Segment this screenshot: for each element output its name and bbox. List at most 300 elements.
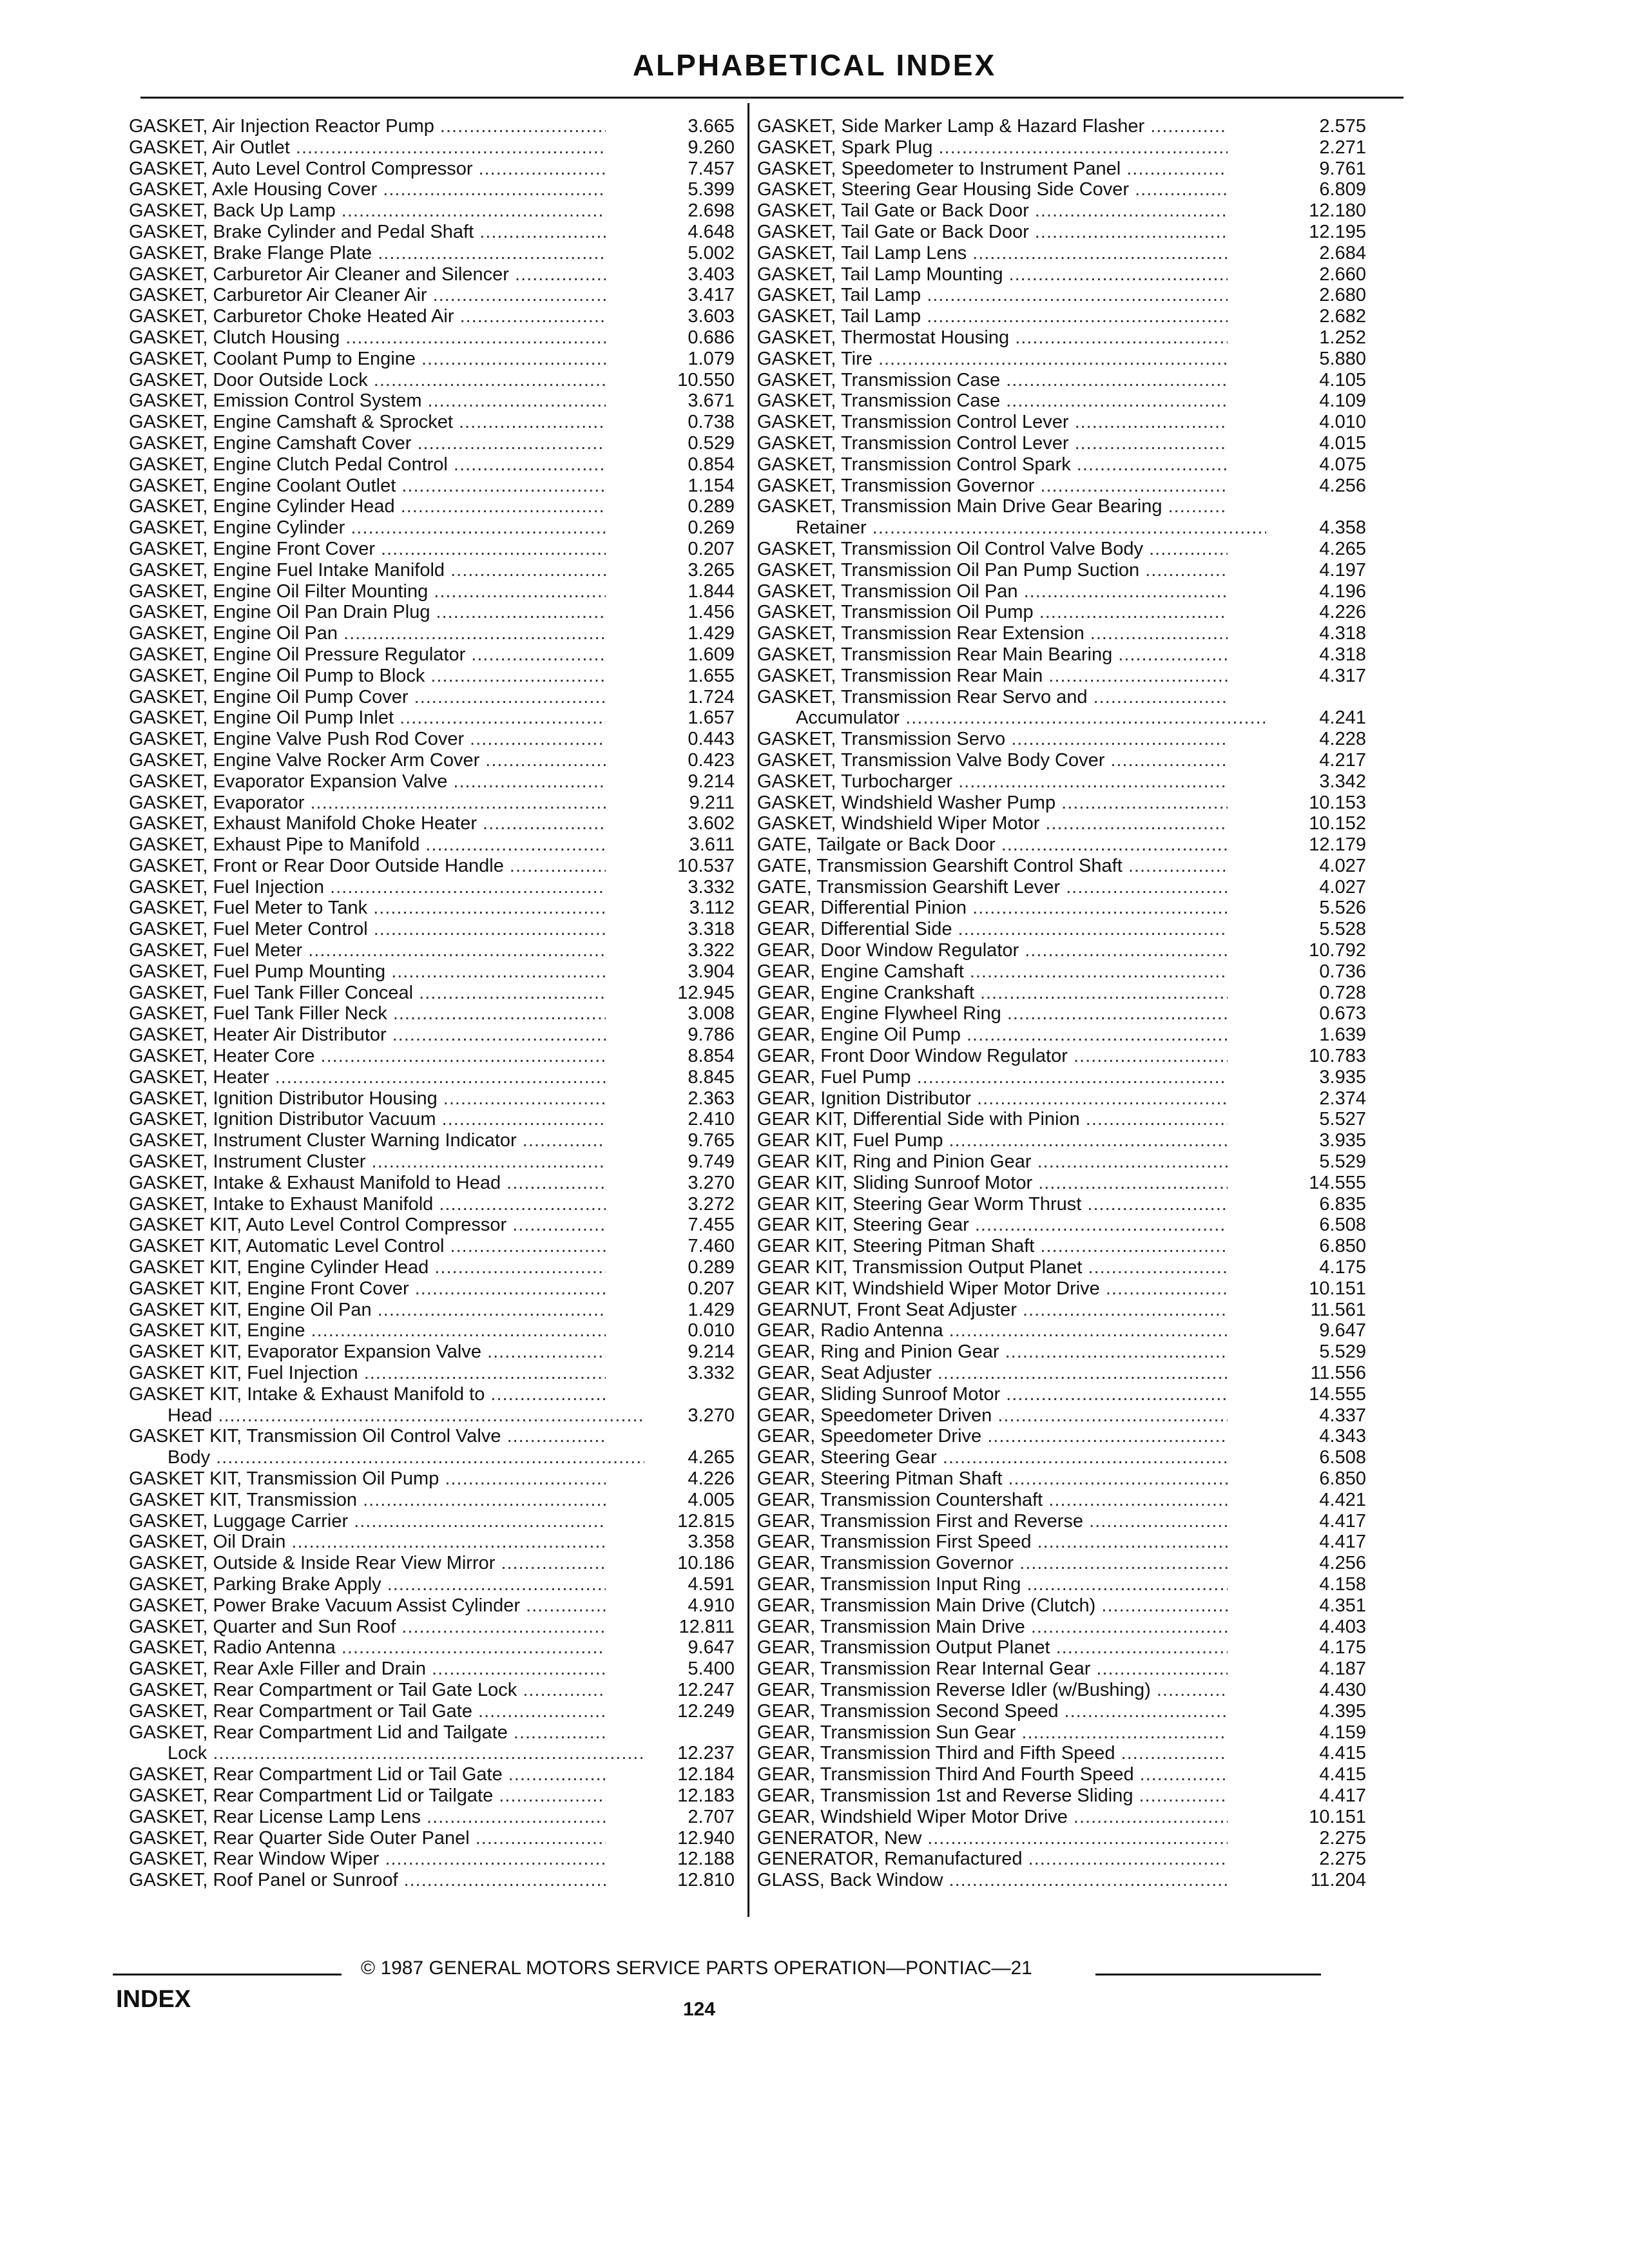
index-entry-text: GASKET, Air Injection Reactor Pump .....: [129, 116, 606, 137]
index-entry-page: 5.526: [1319, 898, 1366, 919]
index-entry-text: GASKET, Rear Axle Filler and Drain .....: [129, 1658, 606, 1680]
index-entry: [757, 476, 1366, 497]
index-entry: [757, 159, 1366, 180]
index-entry-page: 9.260: [688, 137, 735, 158]
index-entry: [757, 179, 1366, 200]
index-entry-text: GASKET, Fuel Pump Mounting .....: [129, 961, 606, 983]
index-entry-page: 9.214: [688, 1341, 735, 1363]
index-entry-text: GEAR, Transmission First Speed .....: [757, 1532, 1228, 1553]
index-entry-page: 4.226: [1319, 602, 1366, 623]
index-entry-page: 2.684: [1319, 242, 1366, 264]
index-entry-text: GEAR, Transmission Main Drive .....: [757, 1617, 1228, 1638]
index-entry-page: 3.935: [1319, 1066, 1366, 1088]
index-entry-text: GEAR, Transmission Output Planet .....: [757, 1637, 1228, 1658]
index-entry-text: GASKET, Steering Gear Housing Side Cover .....: [757, 179, 1228, 200]
index-entry-text: GASKET, Luggage Carrier .....: [129, 1511, 606, 1532]
index-entry-page: 9.211: [689, 792, 735, 813]
index-entry: [757, 1173, 1366, 1194]
index-entry: [757, 813, 1366, 834]
index-entry-page: 3.272: [688, 1193, 735, 1215]
index-entry: [129, 137, 735, 159]
index-entry-page: 0.269: [688, 517, 735, 539]
index-entry-text: GEAR, Steering Pitman Shaft .....: [757, 1468, 1228, 1490]
index-entry-page: 3.904: [688, 961, 735, 982]
index-entry-text: GASKET, Engine Front Cover .....: [129, 539, 606, 560]
index-entry: [129, 1341, 735, 1363]
index-entry-page: 0.854: [688, 454, 735, 475]
index-entry-page: 9.214: [688, 771, 735, 792]
index-entry: [129, 602, 735, 623]
index-entry: [757, 1320, 1366, 1341]
index-entry: [757, 1637, 1366, 1658]
index-entry: [129, 856, 735, 877]
index-entry-page: 4.105: [1319, 369, 1366, 390]
index-entry-page: 2.363: [688, 1088, 735, 1109]
index-entry: [129, 476, 735, 497]
index-entry-text: GASKET KIT, Fuel Injection .....: [129, 1363, 606, 1384]
index-entry-text: GEAR, Speedometer Driven .....: [757, 1405, 1228, 1427]
index-entry: [129, 1151, 735, 1173]
index-entry-text: GEAR, Engine Flywheel Ring .....: [757, 1003, 1228, 1024]
index-entry: [757, 1151, 1366, 1173]
index-entry: [129, 1109, 735, 1130]
index-entry-page: 2.275: [1319, 1849, 1366, 1870]
index-entry-text: GEAR, Fuel Pump .....: [757, 1067, 1228, 1088]
index-entry-page: 4.591: [688, 1573, 735, 1595]
index-entry: [129, 623, 735, 644]
index-entry-page: 3.417: [688, 285, 735, 306]
index-entry-page: 12.195: [1309, 221, 1366, 242]
index-entry: [757, 1553, 1366, 1574]
index-entry-text: GEAR KIT, Steering Gear Worm Thrust .....: [757, 1194, 1228, 1215]
index-entry-page: 1.456: [688, 602, 735, 623]
index-entry: [757, 1003, 1366, 1024]
index-entry: [129, 1870, 735, 1891]
index-entry: [129, 1363, 735, 1384]
index-entry-text: GENERATOR, Remanufactured .....: [757, 1849, 1228, 1870]
index-entry-page: 9.647: [1319, 1320, 1366, 1341]
index-entry-page: 4.337: [1319, 1405, 1366, 1426]
index-entry-text: GASKET, Tail Lamp Lens .....: [757, 243, 1228, 264]
index-entry-page: 4.175: [1319, 1257, 1366, 1278]
index-entry-page: 3.602: [688, 813, 735, 834]
index-entry-page: 4.187: [1319, 1658, 1366, 1680]
index-entry-page: 0.207: [688, 538, 735, 559]
index-entry-text: GEAR KIT, Fuel Pump .....: [757, 1130, 1228, 1151]
index-entry-page: 4.075: [1319, 454, 1366, 475]
index-entry-text: GASKET, Engine Camshaft Cover .....: [129, 433, 606, 454]
index-entry: [129, 539, 735, 560]
index-entry-page: 2.410: [688, 1109, 735, 1130]
index-entry: [129, 898, 735, 919]
index-entry-page: 2.707: [688, 1806, 735, 1827]
index-entry-page: 4.175: [1319, 1637, 1366, 1658]
index-entry-text: GASKET, Engine Valve Push Rod Cover .....: [129, 729, 606, 750]
index-entry: [129, 707, 735, 729]
index-entry-page: 2.275: [1319, 1827, 1366, 1849]
index-entry-text: GASKET, Rear Compartment or Tail Gate .....: [129, 1701, 606, 1722]
index-entry-page: 1.429: [688, 623, 735, 644]
index-entry-text: GASKET, Axle Housing Cover .....: [129, 179, 606, 200]
index-entry-page: 1.079: [688, 348, 735, 369]
index-entry-page: 4.228: [1319, 729, 1366, 750]
index-entry-page: 4.241: [1319, 707, 1366, 729]
index-entry: [129, 1173, 735, 1194]
index-entry-page: 1.724: [688, 686, 735, 707]
index-entry-text: GASKET, Quarter and Sun Roof .....: [129, 1617, 606, 1638]
index-entry-page: 3.265: [688, 559, 735, 581]
index-entry: [757, 1426, 1366, 1447]
index-entry: [757, 1130, 1366, 1151]
index-entry: [129, 243, 735, 264]
index-entry: [757, 1447, 1366, 1468]
index-entry-text: GASKET, Rear Quarter Side Outer Panel .....: [129, 1828, 606, 1849]
index-entry-text: GASKET, Instrument Cluster Warning Indicator .....: [129, 1130, 606, 1151]
index-entry: [757, 1617, 1366, 1638]
index-entry-page: 6.835: [1319, 1193, 1366, 1215]
index-entry: [129, 771, 735, 793]
index-entry-text: GLASS, Back Window .....: [757, 1870, 1228, 1891]
index-entry-page: 4.403: [1319, 1616, 1366, 1637]
index-entry-page: 10.537: [677, 855, 735, 876]
index-entry-page: 5.399: [688, 179, 735, 200]
index-entry: [757, 1300, 1366, 1321]
index-entry: [757, 623, 1366, 644]
index-entry: [757, 539, 1366, 560]
index-entry: [129, 1490, 735, 1511]
index-entry-text: GASKET, Rear Compartment Lid and Tailgate .....: [129, 1722, 606, 1744]
index-entry: [757, 327, 1366, 349]
index-entry-text: GASKET, Side Marker Lamp & Hazard Flasher .....: [757, 116, 1228, 137]
index-entry-text: GASKET, Turbocharger .....: [757, 771, 1228, 793]
index-entry-page: 4.159: [1319, 1722, 1366, 1743]
index-entry: [129, 1595, 735, 1617]
index-entry: [129, 581, 735, 602]
index-entry-page: 10.153: [1309, 792, 1366, 813]
index-entry: [757, 1680, 1366, 1701]
index-entry: [129, 433, 735, 454]
index-entry: [129, 222, 735, 243]
index-entry-page: 4.417: [1319, 1785, 1366, 1806]
index-entry: [129, 1278, 735, 1300]
index-entry-page: 4.196: [1319, 581, 1366, 602]
index-entry-page: 4.318: [1319, 644, 1366, 665]
index-entry-page: 11.204: [1310, 1870, 1366, 1891]
index-entry-text: GASKET, Transmission Oil Control Valve Body .....: [757, 539, 1228, 560]
index-entry: [129, 1680, 735, 1701]
index-entry-page: 8.845: [688, 1066, 735, 1088]
index-entry-text: GASKET, Fuel Meter .....: [129, 940, 606, 961]
index-entry-page: 0.423: [688, 749, 735, 771]
index-entry-text: GEAR, Windshield Wiper Motor Drive .....: [757, 1807, 1228, 1828]
index-entry-text: GASKET, Engine Oil Pump to Block .....: [129, 666, 606, 687]
index-entry-text: GASKET, Carburetor Choke Heated Air .....: [129, 306, 606, 327]
index-entry-text: GASKET, Heater Air Distributor .....: [129, 1024, 606, 1046]
index-entry-page: 1.609: [688, 644, 735, 665]
index-entry: [757, 1278, 1366, 1300]
index-entry: [129, 412, 735, 433]
index-entry-page: 0.443: [688, 729, 735, 750]
index-entry: [757, 877, 1366, 898]
index-entry: [129, 1067, 735, 1088]
page-number: 124: [683, 1999, 716, 2020]
index-entry-page: 2.698: [688, 200, 735, 222]
index-entry-text: GASKET, Carburetor Air Cleaner Air .....: [129, 285, 606, 306]
index-entry: [129, 159, 735, 180]
index-entry-text: GASKET, Windshield Wiper Motor .....: [757, 813, 1228, 834]
index-entry: [757, 1595, 1366, 1617]
index-entry-text: GEAR, Transmission Main Drive (Clutch) .....: [757, 1595, 1228, 1617]
index-entry-text: GEAR KIT, Sliding Sunroof Motor .....: [757, 1173, 1228, 1194]
index-entry-text: GASKET, Transmission Rear Servo and .....: [757, 687, 1228, 708]
index-entry: [757, 940, 1366, 961]
index-entry: [757, 793, 1366, 814]
index-entry-text: GASKET, Exhaust Manifold Choke Heater .....: [129, 813, 606, 834]
index-entry-text: GASKET, Transmission Oil Pan Pump Suction .....: [757, 560, 1228, 581]
index-entry-text: GASKET, Tail Gate or Back Door .....: [757, 222, 1228, 243]
index-entry-text: GEAR, Sliding Sunroof Motor .....: [757, 1384, 1228, 1405]
index-entry-text: GENERATOR, New .....: [757, 1828, 1228, 1849]
index-entry: [757, 729, 1366, 750]
index-entry-text-continued: Body .....: [129, 1447, 644, 1468]
index-entry-text: GEAR KIT, Transmission Output Planet .....: [757, 1257, 1228, 1278]
index-entry-page: 1.655: [688, 665, 735, 686]
index-entry: [129, 1046, 735, 1067]
index-entry-page: 9.647: [688, 1637, 735, 1658]
index-entry: [757, 1468, 1366, 1490]
index-entry: [129, 1088, 735, 1110]
index-entry-page: 10.783: [1309, 1046, 1366, 1067]
index-entry-text: GASKET, Engine Cylinder Head .....: [129, 496, 606, 517]
index-entry: [757, 1532, 1366, 1553]
index-entry: [129, 560, 735, 581]
index-entry-page: 12.179: [1309, 834, 1366, 856]
index-entry-page: 12.815: [677, 1510, 735, 1532]
index-entry: [757, 454, 1366, 476]
index-entry-page: 1.844: [688, 581, 735, 602]
index-entry-text: GASKET, Heater Core .....: [129, 1046, 606, 1067]
index-entry: [129, 496, 735, 517]
index-entry-page: 1.429: [688, 1299, 735, 1320]
index-entry-page: 12.184: [677, 1764, 735, 1785]
index-entry: [129, 306, 735, 327]
index-entry-page: 12.940: [677, 1827, 735, 1849]
index-entry: [129, 813, 735, 834]
index-entry-page: 3.611: [689, 834, 735, 856]
index-entry-text: GASKET, Intake to Exhaust Manifold .....: [129, 1194, 606, 1215]
index-entry-text: GASKET, Rear Compartment Lid or Tailgate .....: [129, 1785, 606, 1807]
index-entry: [129, 1701, 735, 1722]
index-entry-page: 3.332: [688, 1363, 735, 1384]
index-entry-text: GASKET, Heater .....: [129, 1067, 606, 1088]
index-entry-text: GASKET, Transmission Governor .....: [757, 476, 1228, 497]
index-entry-page: 2.680: [1319, 285, 1366, 306]
index-entry: [129, 877, 735, 898]
index-entry-page: 3.935: [1319, 1130, 1366, 1151]
index-entry: [129, 961, 735, 983]
index-entry-page: 5.528: [1319, 919, 1366, 940]
index-entry-page: 0.207: [688, 1278, 735, 1299]
index-entry-text: GEAR, Differential Side .....: [757, 919, 1228, 940]
index-entry-text: GASKET, Door Outside Lock .....: [129, 370, 606, 391]
index-entry: [757, 687, 1366, 729]
footer-copyright: © 1987 GENERAL MOTORS SERVICE PARTS OPERATION—PONTIAC—21: [361, 1957, 1032, 1979]
index-entry-text: GASKET, Transmission Rear Extension .....: [757, 623, 1228, 644]
index-entry-page: 4.317: [1319, 665, 1366, 686]
index-entry-page: 4.395: [1319, 1700, 1366, 1722]
index-entry: [129, 1024, 735, 1046]
index-entry: [129, 1130, 735, 1151]
index-entry: [129, 179, 735, 200]
index-entry-page: 9.786: [688, 1024, 735, 1046]
index-entry-text-continued: Accumulator .....: [757, 707, 1266, 729]
index-entry-text: GASKET, Transmission Control Lever .....: [757, 412, 1228, 433]
index-entry-page: 0.289: [688, 496, 735, 517]
index-entry-text: GASKET KIT, Transmission Oil Control Valve .....: [129, 1426, 606, 1447]
index-entry-text-continued: Lock .....: [129, 1743, 644, 1764]
index-entry-text: GEAR KIT, Steering Gear .....: [757, 1215, 1228, 1236]
index-entry-text: GASKET, Air Outlet .....: [129, 137, 606, 159]
index-entry-text: GEAR, Transmission First and Reverse .....: [757, 1511, 1228, 1532]
index-entry-page: 3.270: [688, 1172, 735, 1193]
index-entry-text: GEAR, Steering Gear .....: [757, 1447, 1228, 1468]
index-entry-page: 8.854: [688, 1046, 735, 1067]
index-entry-text: GASKET, Evaporator .....: [129, 793, 606, 814]
index-entry-text: GASKET, Rear Compartment or Tail Gate Lock .....: [129, 1680, 606, 1701]
index-entry-page: 1.639: [1319, 1024, 1366, 1046]
index-entry: [129, 517, 735, 539]
index-entry-page: 5.529: [1319, 1151, 1366, 1173]
index-entry-text: GEAR, Transmission Reverse Idler (w/Bushing) .....: [757, 1680, 1228, 1701]
index-entry-text: GASKET, Front or Rear Door Outside Handle .....: [129, 856, 606, 877]
index-entry-text: GASKET, Coolant Pump to Engine .....: [129, 349, 606, 370]
index-entry-text: GEAR, Transmission Governor .....: [757, 1553, 1228, 1574]
index-entry-text: GASKET, Engine Fuel Intake Manifold .....: [129, 560, 606, 581]
index-entry-text: GASKET, Transmission Control Lever .....: [757, 433, 1228, 454]
index-entry-text: GASKET, Brake Flange Plate .....: [129, 243, 606, 264]
index-entry-text: GEAR, Engine Camshaft .....: [757, 961, 1228, 983]
index-entry-page: 0.010: [688, 1320, 735, 1341]
index-entry-text: GASKET, Oil Drain .....: [129, 1532, 606, 1553]
index-entry: [757, 433, 1366, 454]
index-entry: [757, 116, 1366, 137]
index-entry-text: GASKET, Engine Coolant Outlet .....: [129, 476, 606, 497]
index-entry: [757, 1215, 1366, 1236]
index-entry-page: 9.765: [688, 1130, 735, 1151]
index-entry-page: 3.358: [688, 1532, 735, 1553]
index-entry-text: GASKET, Exhaust Pipe to Manifold .....: [129, 834, 606, 856]
index-entry: [129, 750, 735, 771]
index-entry-page: 3.270: [688, 1405, 735, 1426]
index-entry-page: 12.247: [677, 1679, 735, 1700]
index-entry: [129, 200, 735, 222]
index-entry-text: GASKET, Engine Oil Pan .....: [129, 623, 606, 644]
index-entry-page: 14.555: [1309, 1383, 1366, 1405]
index-entry-text: GASKET, Engine Camshaft & Sprocket .....: [129, 412, 606, 433]
index-entry: [757, 200, 1366, 222]
index-entry: [757, 983, 1366, 1004]
index-entry: [757, 834, 1366, 856]
index-entry-page: 0.686: [688, 327, 735, 348]
index-entry-page: 0.738: [688, 412, 735, 433]
index-entry-page: 3.603: [688, 306, 735, 327]
index-entry-text: GASKET, Intake & Exhaust Manifold to Head .....: [129, 1173, 606, 1194]
index-entry: [757, 1870, 1366, 1891]
index-entry: [129, 1511, 735, 1532]
index-entry-text: GEAR KIT, Differential Side with Pinion .....: [757, 1109, 1228, 1130]
index-entry: [129, 1300, 735, 1321]
index-entry-page: 3.322: [688, 940, 735, 961]
index-entry-text: GASKET, Brake Cylinder and Pedal Shaft .....: [129, 222, 606, 243]
index-entry-page: 4.256: [1319, 475, 1366, 496]
index-entry-page: 5.400: [688, 1658, 735, 1680]
index-entry-text: GASKET, Transmission Servo .....: [757, 729, 1228, 750]
index-entry-page: 1.154: [688, 475, 735, 496]
index-entry: [129, 1426, 735, 1468]
index-entry-page: 4.226: [688, 1468, 735, 1489]
index-entry: [129, 940, 735, 961]
index-entry: [757, 137, 1366, 159]
index-entry: [757, 370, 1366, 391]
index-entry-text: GEAR, Differential Pinion .....: [757, 898, 1228, 919]
index-entry: [129, 264, 735, 285]
index-entry-text: GASKET, Engine Oil Filter Mounting .....: [129, 581, 606, 602]
index-entry-page: 4.158: [1319, 1573, 1366, 1595]
index-entry-page: 6.508: [1319, 1447, 1366, 1468]
index-entry: [129, 1617, 735, 1638]
index-entry-page: 0.289: [688, 1257, 735, 1278]
index-entry-text: GATE, Transmission Gearshift Lever .....: [757, 877, 1228, 898]
index-entry-page: 10.151: [1309, 1806, 1366, 1827]
index-entry-page: 9.761: [1319, 158, 1366, 179]
index-entry-page: 11.556: [1310, 1363, 1366, 1384]
index-entry: [757, 222, 1366, 243]
index-entry-text: GASKET, Transmission Control Spark .....: [757, 454, 1228, 476]
index-entry: [757, 1743, 1366, 1764]
column-divider: [747, 103, 749, 1917]
index-entry-text: GASKET KIT, Intake & Exhaust Manifold to .....: [129, 1384, 606, 1405]
index-entry: [129, 1807, 735, 1828]
index-entry: [757, 1109, 1366, 1130]
index-entry-text: GEAR, Engine Crankshaft .....: [757, 983, 1228, 1004]
index-entry-text: GASKET, Engine Valve Rocker Arm Cover .....: [129, 750, 606, 771]
index-entry: [757, 771, 1366, 793]
index-entry: [129, 390, 735, 412]
index-entry-text: GASKET KIT, Transmission Oil Pump .....: [129, 1468, 606, 1490]
index-entry-text: GASKET, Rear License Lamp Lens .....: [129, 1807, 606, 1828]
index-entry: [757, 1046, 1366, 1067]
index-entry-text: GASKET, Power Brake Vacuum Assist Cylinder .....: [129, 1595, 606, 1617]
index-entry-page: 5.880: [1319, 348, 1366, 369]
index-entry-text: GEAR, Ring and Pinion Gear .....: [757, 1341, 1228, 1363]
index-entry-text: GASKET, Parking Brake Apply .....: [129, 1574, 606, 1595]
index-entry: [129, 1828, 735, 1849]
index-entry-page: 3.665: [688, 116, 735, 137]
index-entry-page: 4.358: [1319, 517, 1366, 539]
index-entry-text: GEAR, Radio Antenna .....: [757, 1320, 1228, 1341]
index-entry: [757, 1828, 1366, 1849]
index-entry-page: 0.529: [688, 432, 735, 454]
index-entry-text: GEAR, Front Door Window Regulator .....: [757, 1046, 1228, 1067]
index-entry-page: 2.660: [1319, 264, 1366, 285]
index-entry: [129, 729, 735, 750]
index-entry-text: GASKET, Windshield Washer Pump .....: [757, 793, 1228, 814]
index-entry-text: GASKET, Engine Clutch Pedal Control .....: [129, 454, 606, 476]
index-entry-page: 1.657: [688, 707, 735, 729]
index-entry: [757, 856, 1366, 877]
index-entry-page: 12.811: [679, 1616, 735, 1637]
index-entry: [129, 1637, 735, 1658]
